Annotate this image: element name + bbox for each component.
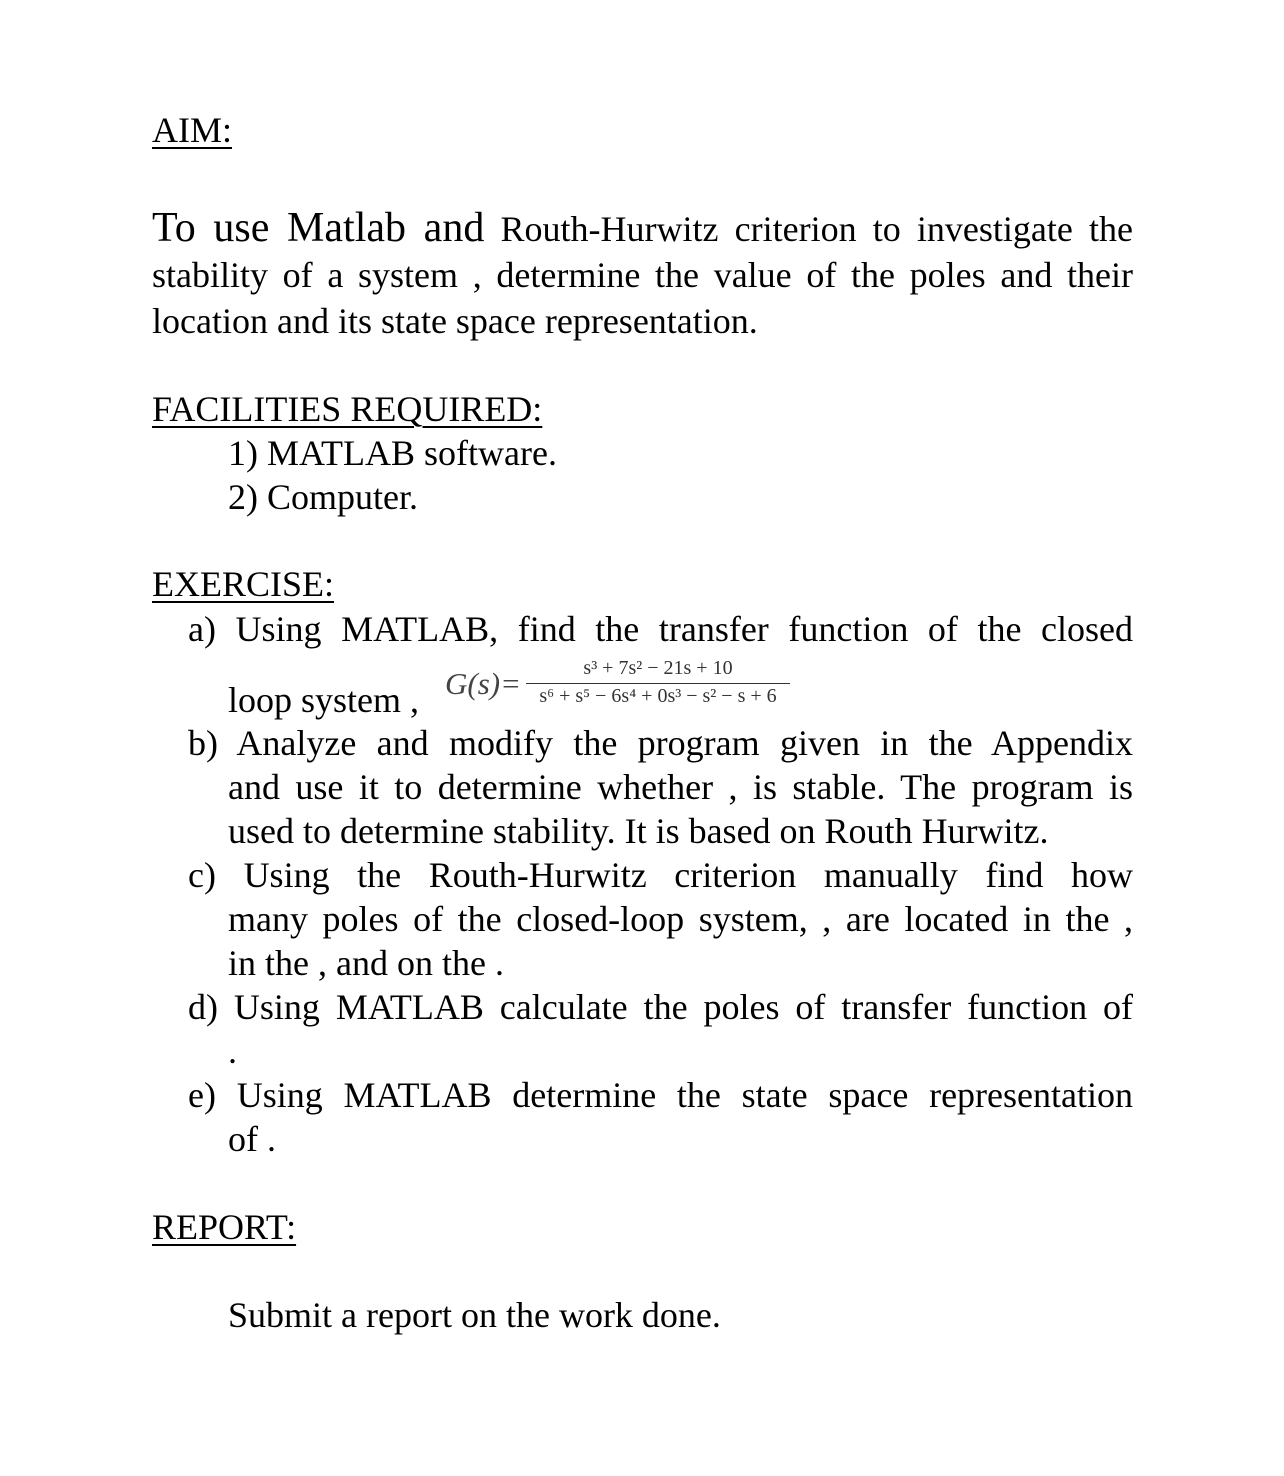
report-text: Submit a report on the work done.: [228, 1295, 721, 1335]
aim-rest-text: Routh-Hurwitz criterion to investigate the stability of a system , determine the value of the poles and their location and its state space representation.: [152, 209, 1134, 341]
exercise-item-a: [188, 607, 1133, 651]
transfer-function-numerator: s³ + 7s² − 21s + 10: [583, 657, 733, 679]
exercise-e-line2: of .: [228, 1119, 276, 1159]
exercise-heading: EXERCISE:: [152, 564, 335, 604]
transfer-function-lhs: G(s)=: [445, 666, 522, 701]
exercise-a-line2: loop system ,: [228, 680, 420, 720]
exercise-d-line1: d) Using MATLAB calculate the poles of transfer function of: [188, 987, 1133, 1027]
exercise-c-line1: c) Using the Routh-Hurwitz criterion manually find how: [188, 855, 1133, 895]
facilities-heading: FACILITIES REQUIRED:: [152, 389, 543, 429]
aim-lead-text: To use Matlab and: [152, 205, 485, 251]
exercise-item-e: [188, 1073, 1133, 1161]
facility-item-computer: 2) Computer.: [228, 477, 418, 517]
exercise-c-line3: in the , and on the .: [228, 943, 504, 983]
exercise-d-line2: .: [228, 1031, 237, 1071]
aim-heading: AIM:: [152, 110, 232, 150]
document-page: [152, 0, 1133, 1476]
exercise-item-b: [188, 721, 1133, 853]
exercise-item-d: [188, 985, 1133, 1073]
exercise-b-line2: and use it to determine whether , is stable. The program is: [228, 767, 1133, 807]
exercise-b-line3: used to determine stability. It is based on Routh Hurwitz.: [228, 811, 1049, 851]
exercise-b-line1: b) Analyze and modify the program given in the Appendix: [188, 723, 1133, 763]
exercise-c-line2: many poles of the closed-loop system, , are located in the ,: [228, 899, 1133, 939]
transfer-function-fraction: [526, 657, 790, 712]
exercise-item-c: [188, 853, 1133, 985]
exercise-a-line1: a) Using MATLAB, find the transfer function of the closed: [188, 609, 1133, 649]
facility-item-matlab: 1) MATLAB software.: [228, 433, 557, 473]
transfer-function-line: [228, 657, 928, 720]
aim-paragraph: [152, 205, 1133, 344]
report-heading: REPORT:: [152, 1207, 297, 1247]
exercise-e-line1: e) Using MATLAB determine the state space representation: [188, 1075, 1133, 1115]
transfer-function-denominator: s⁶ + s⁵ − 6s⁴ + 0s³ − s² − s + 6: [539, 685, 777, 707]
